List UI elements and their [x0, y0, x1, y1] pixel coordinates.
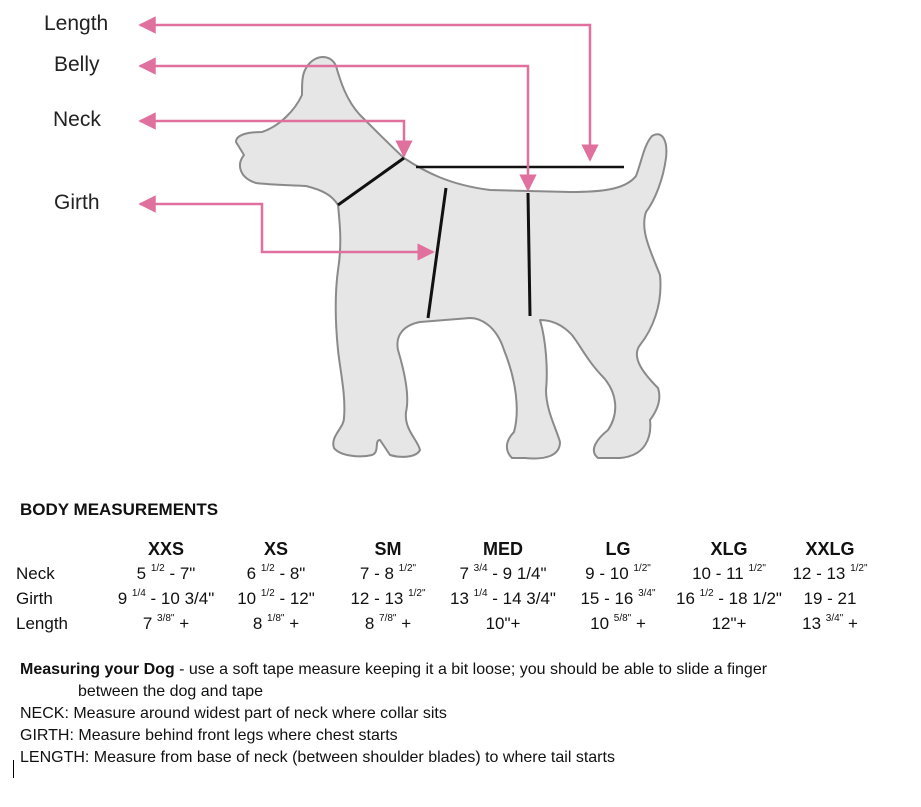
table-cell: 13 $^{3/4"}$ + — [802, 612, 858, 633]
size-header-sm: SM — [374, 538, 402, 559]
notes-intro-text: - use a soft tape measure keeping it a bit loose; you should be able to slide a finger — [174, 661, 768, 678]
measuring-notes — [20, 659, 910, 769]
table-cell: 6 $^{1/2}$ - 8" — [246, 562, 306, 583]
dog-silhouette — [236, 57, 666, 459]
table-cell: 8 $^{1/8"}$ + — [252, 612, 300, 633]
size-header-med: MED — [483, 538, 523, 559]
corner-cell — [16, 537, 112, 561]
table-cell: 19 - 21 — [803, 588, 857, 608]
table-cell: 9 - 10 $^{1/2"}$ — [585, 562, 651, 583]
table-cell: 10 $^{1/2}$ - 12" — [237, 587, 315, 608]
text-cursor — [13, 760, 14, 778]
notes-neck: NECK: Measure around widest part of neck where collar sits — [20, 705, 447, 722]
section-title: BODY MEASUREMENTS — [20, 500, 219, 519]
row-label: Girth — [16, 588, 53, 608]
table-row-neck — [16, 561, 876, 586]
table-cell: 12 - 13 $^{1/2"}$ — [792, 562, 868, 583]
belly-measure-line — [528, 193, 530, 316]
notes-intro-continued: between the dog and tape — [78, 683, 264, 700]
size-header-xs: XS — [263, 538, 288, 559]
label-neck: Neck — [53, 108, 101, 131]
size-header-row — [16, 537, 876, 561]
label-girth: Girth — [54, 191, 100, 214]
table-cell: 8 $^{7/8"}$ + — [364, 612, 412, 633]
notes-girth: GIRTH: Measure behind front legs where chest starts — [20, 727, 398, 744]
row-label: Neck — [16, 563, 55, 583]
size-table — [16, 537, 876, 636]
label-belly: Belly — [54, 53, 100, 76]
table-cell: 9 $^{1/4}$ - 10 3/4" — [117, 587, 215, 608]
row-label: Length — [16, 613, 68, 633]
table-cell: 7 $^{3/4}$ - 9 1/4" — [459, 562, 547, 583]
table-cell: 12"+ — [711, 613, 747, 633]
size-header-xxs: XXS — [147, 538, 185, 559]
table-cell: 16 $^{1/2}$ - 18 1/2" — [676, 587, 782, 608]
table-row-girth — [16, 586, 876, 611]
size-header-lg: LG — [605, 538, 631, 559]
table-cell: 15 - 16 $^{3/4"}$ — [580, 587, 656, 608]
size-header-xlg: XLG — [710, 538, 748, 559]
notes-intro-title: Measuring your Dog — [20, 661, 175, 678]
table-cell: 10 - 11 $^{1/2"}$ — [692, 562, 766, 583]
notes-length: LENGTH: Measure from base of neck (between shoulder blades) to where tail starts — [20, 749, 615, 766]
table-cell: 10 $^{5/8"}$ + — [590, 612, 646, 633]
notes-intro — [20, 659, 910, 681]
table-cell: 12 - 13 $^{1/2"}$ — [350, 587, 426, 608]
table-cell: 13 $^{1/4}$ - 14 3/4" — [450, 587, 556, 608]
table-row-length — [16, 611, 876, 636]
table-cell: 7 - 8 $^{1/2"}$ — [359, 562, 417, 583]
table-cell: 10"+ — [485, 613, 521, 633]
table-cell: 5 $^{1/2}$ - 7" — [136, 562, 196, 583]
label-length: Length — [44, 12, 109, 35]
table-cell: 7 $^{3/8"}$ + — [142, 612, 190, 633]
size-header-xxlg: XXLG — [805, 538, 855, 559]
